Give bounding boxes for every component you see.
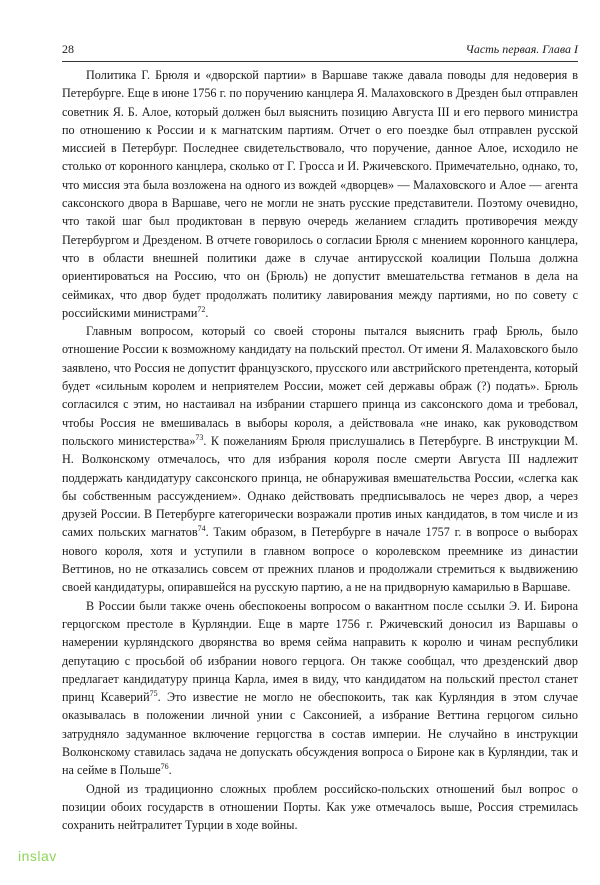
page-number: 28 <box>62 42 74 56</box>
paragraph <box>62 322 578 596</box>
watermark: inslav <box>18 848 57 864</box>
body-text <box>62 66 578 834</box>
text-run: Политика Г. Брюля и «дворской партии» в Варшаве также давала поводы для недоверия в Петербурге. Еще в июне 1756 г. по поручению канцлера Я. Малаховского в Дрезден был отправлен советник Я. Б. Алое, который должен был выяснить позицию Августа III и его первого министра по отношению к России и к магнатским партиям. Отчет о его поездке был отправлен русской миссией в Петербург. Последнее свидетельствовало, что поручение, данное Алое, исходило не столько от коронного канцлера, сколько от Г. Гросса и И. Ржичевского. Примечательно, однако, то, что миссия эта была возложена на одного из вождей «дворцев» — Малаховского и Алое — агента саксонского двора в Варшаве, чего не могли не знать русские представители. Поэтому очевидно, что такой шаг был продиктован в первую очередь желанием сгладить противоречия между Петербургом и Дрезденом. В отчете говорилось о согласии Брюля с мнением коронного канцлера, что в области внешней политики даже в случае антирусской коалиции Польша должна ориентироваться на Россию, что он (Брюль) не допустит вмешательства гетманов в дела на сеймиках, что двор будет продолжать политику лавирования между партиями, но по совету с российскими министрами <box>62 68 578 320</box>
text-run: . К пожеланиям Брюля прислушались в Петербурге. В инструкции М. Н. Волконскому отмечалось, что для избрания короля после смерти Августа III надлежит поддержать кандидатуру саксонского принца, не обнаруживая вмешательства России, «слегка как бы собственным рассуждением». Однако действовать предписывалось не через двор, а через друзей России. В Петербурге категорически возражали против иных кандидатов, в том числе и из самих польских магнатов <box>62 433 578 540</box>
text-run: Главным вопросом, который со своей стороны пытался выяснить граф Брюль, было отношение России к возможному кандидату на польский престол. От имени Я. Малаховского было заявлено, что Россия не допустит французского, прусского или австрийского претендента, который будет «сильным королем и неприятелем России, может сей державы ображ (?) подать». Брюль согласился с этим, но настаивал на избрании старшего принца из саксонского дома и требовал, чтобы Россия не вмешивалась в выборы короля, а действовала «не инако, как руководством польского министерства» <box>62 324 578 448</box>
footnote-ref: 72 <box>197 305 206 315</box>
paragraph <box>62 597 578 780</box>
footnote-ref: 75 <box>149 689 158 699</box>
paragraph <box>62 66 578 322</box>
running-title: Часть первая. Глава I <box>465 42 578 56</box>
text-run: . <box>205 305 209 320</box>
footnote-ref: 76 <box>160 762 169 772</box>
text-run: . Таким образом, в Петербурге в начале 1757 г. в вопросе о выборах нового короля, хотя и уступили в главном вопросе о королевском преемнике из династии Веттинов, но не отказались совсем от прежних планов и продолжали стремиться к выдвижению своей кандидатуры, опиравшейся на русскую партию, а не на придворную камарилью в Варшаве. <box>62 525 578 595</box>
text-run: . <box>168 763 172 778</box>
text-run: Одной из традиционно сложных проблем российско-польских отношений был вопрос о позиции обоих государств в отношении Порты. Как уже отмечалось выше, Россия стремилась сохранить нейтралитет Турции в ходе войны. <box>62 781 578 833</box>
footnote-ref: 73 <box>195 433 204 443</box>
text-run: В России были также очень обеспокоены вопросом о вакантном после ссылки Э. И. Бирона герцогском престоле в Курляндии. Еще в марте 1756 г. Ржичевский доносил из Варшавы о намерении курляндского дворянства во время сейма направить к королю и чинам республики депутацию с просьбой об избрании нового герцога. Он также сообщал, что дрезденский двор предлагает кандидатуру принца Карла, имея в виду, что кандидатом на польский престол станет принц Ксаверий <box>62 598 578 705</box>
footnote-ref: 74 <box>197 524 206 534</box>
text-run: . Это известие не могло не обеспокоить, так как Курляндия в этом случае оказывалась в положении личной унии с Саксонией, а избрание Веттина герцогом сильно затрудняло задуманное включение герцогства в состав империи. Не случайно в инструкции Волконскому ставилась задача не допускать обсуждения вопроса о Бироне как в Курляндии, так и на сейме в Польше <box>62 690 578 778</box>
header-rule <box>62 61 578 62</box>
paragraph <box>62 780 578 835</box>
